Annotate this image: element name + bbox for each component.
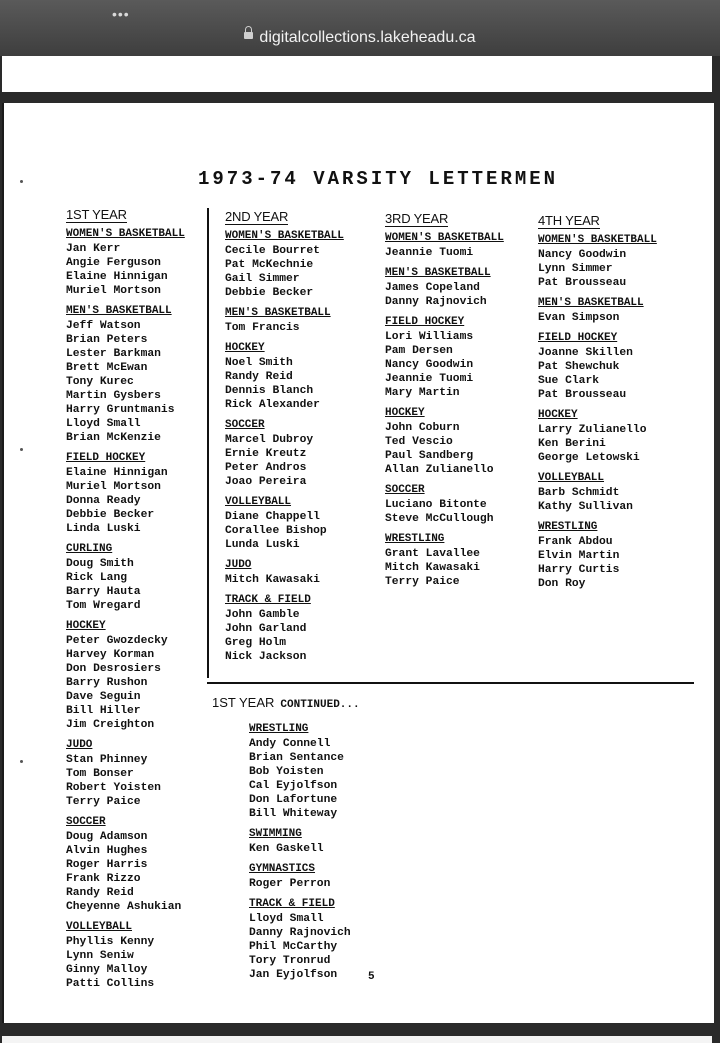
sport-section <box>225 495 375 552</box>
athlete-name: Alvin Hughes <box>66 845 148 857</box>
sport-heading: HOCKEY <box>538 409 578 421</box>
sport-section <box>249 897 419 982</box>
athlete-name: Ted Vescio <box>385 436 453 448</box>
athlete-name: Tory Tronrud <box>249 955 331 967</box>
athlete-name: Barry Hauta <box>66 586 141 598</box>
athlete-name: Muriel Mortson <box>66 285 161 297</box>
sport-heading: WOMEN'S BASKETBALL <box>538 234 657 246</box>
athlete-name: Lloyd Small <box>66 418 141 430</box>
sport-section <box>538 296 698 325</box>
sport-section <box>66 451 206 536</box>
column-4th-year <box>538 212 698 597</box>
athlete-name: Ernie Kreutz <box>225 448 307 460</box>
athlete-name: Brian McKenzie <box>66 432 161 444</box>
year-heading: 1ST YEAR <box>66 207 127 222</box>
document-title: 1973-74 VARSITY LETTERMEN <box>198 168 559 190</box>
sport-heading: WOMEN'S BASKETBALL <box>385 232 504 244</box>
sport-heading: WRESTLING <box>385 533 445 545</box>
athlete-name: Phyllis Kenny <box>66 936 155 948</box>
athlete-name: Randy Reid <box>66 887 134 899</box>
athlete-name: Grant Lavallee <box>385 548 480 560</box>
athlete-name: Rick Lang <box>66 572 128 584</box>
athlete-name: Mitch Kawasaki <box>225 574 320 586</box>
sport-section <box>385 406 535 477</box>
athlete-name: Joao Pereira <box>225 476 307 488</box>
athlete-name: Barry Rushon <box>66 677 148 689</box>
athlete-name: Muriel Mortson <box>66 481 161 493</box>
athlete-name: Don Lafortune <box>249 794 338 806</box>
athlete-name: Bill Hiller <box>66 705 141 717</box>
athlete-name: Brian Sentance <box>249 752 344 764</box>
sport-heading: MEN'S BASKETBALL <box>538 297 644 309</box>
athlete-name: Dennis Blanch <box>225 385 314 397</box>
sport-heading: FIELD HOCKEY <box>538 332 618 344</box>
continued-label: CONTINUED... <box>280 699 360 711</box>
athlete-name: Gail Simmer <box>225 273 300 285</box>
athlete-name: Rick Alexander <box>225 399 320 411</box>
athlete-name: Nancy Goodwin <box>385 359 474 371</box>
athlete-name: Danny Rajnovich <box>249 927 351 939</box>
sport-section <box>538 471 698 514</box>
sport-heading: TRACK & FIELD <box>225 594 311 606</box>
browser-top-bar <box>0 0 720 56</box>
sport-section <box>249 862 419 891</box>
athlete-name: Greg Holm <box>225 637 287 649</box>
sport-heading: TRACK & FIELD <box>249 898 335 910</box>
sport-section <box>249 827 419 856</box>
sport-section <box>385 266 535 309</box>
athlete-name: Debbie Becker <box>225 287 314 299</box>
athlete-name: Allan Zulianello <box>385 464 494 476</box>
continued-column <box>249 722 419 988</box>
athlete-name: Jeff Watson <box>66 320 141 332</box>
year-heading: 3RD YEAR <box>385 211 449 226</box>
address-bar[interactable] <box>0 29 720 47</box>
athlete-name: Pat Brousseau <box>538 277 627 289</box>
sport-section <box>66 738 206 809</box>
athlete-name: Roger Perron <box>249 878 331 890</box>
athlete-name: Martin Gysbers <box>66 390 161 402</box>
sport-heading: HOCKEY <box>66 620 106 632</box>
athlete-name: Nancy Goodwin <box>538 249 627 261</box>
sport-section <box>249 722 419 821</box>
sport-section <box>66 815 206 914</box>
browser-menu-dots[interactable]: ••• <box>112 6 130 22</box>
column-2nd-year <box>225 208 375 670</box>
sport-section <box>225 558 375 587</box>
athlete-name: Phil McCarthy <box>249 941 338 953</box>
athlete-name: Mary Martin <box>385 387 460 399</box>
athlete-name: Bob Yoisten <box>249 766 324 778</box>
athlete-name: Marcel Dubroy <box>225 434 314 446</box>
athlete-name: Don Desrosiers <box>66 663 161 675</box>
sport-section <box>385 315 535 400</box>
margin-mark <box>20 180 23 183</box>
sport-heading: MEN'S BASKETBALL <box>225 307 331 319</box>
athlete-name: Terry Paice <box>66 796 141 808</box>
sport-section <box>66 542 206 613</box>
athlete-name: John Gamble <box>225 609 300 621</box>
athlete-name: Cal Eyjolfson <box>249 780 338 792</box>
sport-section <box>385 532 535 589</box>
athlete-name: George Letowski <box>538 452 640 464</box>
sport-heading: HOCKEY <box>225 342 265 354</box>
sport-heading: SOCCER <box>66 816 106 828</box>
athlete-name: Stan Phinney <box>66 754 148 766</box>
athlete-name: Don Roy <box>538 578 586 590</box>
athlete-name: Peter Andros <box>225 462 307 474</box>
athlete-name: Frank Abdou <box>538 536 613 548</box>
athlete-name: Tom Francis <box>225 322 300 334</box>
sport-section <box>538 233 698 290</box>
athlete-name: Lunda Luski <box>225 539 300 551</box>
athlete-name: Pat McKechnie <box>225 259 314 271</box>
athlete-name: Jan Kerr <box>66 243 121 255</box>
athlete-name: Harvey Korman <box>66 649 155 661</box>
athlete-name: Luciano Bitonte <box>385 499 487 511</box>
sport-section <box>225 306 375 335</box>
athlete-name: Cecile Bourret <box>225 245 320 257</box>
athlete-name: Elaine Hinnigan <box>66 271 168 283</box>
athlete-name: Debbie Becker <box>66 509 155 521</box>
athlete-name: Danny Rajnovich <box>385 296 487 308</box>
sport-heading: WRESTLING <box>538 521 598 533</box>
athlete-name: Pat Shewchuk <box>538 361 620 373</box>
athlete-name: Robert Yoisten <box>66 782 161 794</box>
sport-section <box>66 304 206 445</box>
athlete-name: Noel Smith <box>225 357 293 369</box>
sport-section <box>66 920 206 991</box>
sport-heading: FIELD HOCKEY <box>385 316 465 328</box>
sport-section <box>225 593 375 664</box>
lock-icon <box>244 32 253 39</box>
sport-heading: JUDO <box>66 739 93 751</box>
section-divider-horizontal <box>207 682 694 684</box>
athlete-name: John Coburn <box>385 422 460 434</box>
athlete-name: Kathy Sullivan <box>538 501 633 513</box>
athlete-name: Larry Zulianello <box>538 424 647 436</box>
athlete-name: Frank Rizzo <box>66 873 141 885</box>
sport-heading: CURLING <box>66 543 113 555</box>
athlete-name: Elaine Hinnigan <box>66 467 168 479</box>
url-text: digitalcollections.lakeheadu.ca <box>259 29 476 46</box>
sport-heading: SWIMMING <box>249 828 302 840</box>
sport-section <box>225 341 375 412</box>
column-1st-year <box>66 206 206 997</box>
sport-section <box>385 231 535 260</box>
athlete-name: Ginny Malloy <box>66 964 148 976</box>
athlete-name: Lloyd Small <box>249 913 324 925</box>
athlete-name: Angie Ferguson <box>66 257 161 269</box>
athlete-name: Brett McEwan <box>66 362 148 374</box>
athlete-name: Dave Seguin <box>66 691 141 703</box>
athlete-name: Corallee Bishop <box>225 525 327 537</box>
athlete-name: Ken Gaskell <box>249 843 324 855</box>
athlete-name: Bill Whiteway <box>249 808 338 820</box>
page-top-strip <box>2 56 712 92</box>
margin-mark <box>20 760 23 763</box>
sport-heading: FIELD HOCKEY <box>66 452 146 464</box>
sport-section <box>538 331 698 402</box>
sport-heading: MEN'S BASKETBALL <box>66 305 172 317</box>
athlete-name: Harry Gruntmanis <box>66 404 175 416</box>
athlete-name: Donna Ready <box>66 495 141 507</box>
page-bottom-strip <box>2 1036 712 1043</box>
athlete-name: Paul Sandberg <box>385 450 474 462</box>
athlete-name: Randy Reid <box>225 371 293 383</box>
sport-heading: VOLLEYBALL <box>538 472 605 484</box>
athlete-name: Evan Simpson <box>538 312 620 324</box>
athlete-name: Harry Curtis <box>538 564 620 576</box>
column-3rd-year <box>385 210 535 595</box>
athlete-name: Lynn Seniw <box>66 950 134 962</box>
sport-section <box>225 418 375 489</box>
sport-section <box>66 227 206 298</box>
sport-heading: WOMEN'S BASKETBALL <box>225 230 344 242</box>
athlete-name: Tom Wregard <box>66 600 141 612</box>
athlete-name: Steve McCullough <box>385 513 494 525</box>
athlete-name: Nick Jackson <box>225 651 307 663</box>
athlete-name: Terry Paice <box>385 576 460 588</box>
athlete-name: Lester Barkman <box>66 348 161 360</box>
sport-heading: HOCKEY <box>385 407 425 419</box>
sport-section <box>225 229 375 300</box>
sport-heading: WOMEN'S BASKETBALL <box>66 228 185 240</box>
athlete-name: Barb Schmidt <box>538 487 620 499</box>
athlete-name: Peter Gwozdecky <box>66 635 168 647</box>
athlete-name: Lynn Simmer <box>538 263 613 275</box>
sport-heading: SOCCER <box>385 484 425 496</box>
sport-section <box>385 483 535 526</box>
athlete-name: Tom Bonser <box>66 768 134 780</box>
athlete-name: Pam Dersen <box>385 345 453 357</box>
athlete-name: Jeannie Tuomi <box>385 247 474 259</box>
sport-section <box>538 520 698 591</box>
year-heading: 2ND YEAR <box>225 209 289 224</box>
athlete-name: Pat Brousseau <box>538 389 627 401</box>
column-divider-vertical <box>207 208 209 678</box>
sport-heading: SOCCER <box>225 419 265 431</box>
athlete-name: Lori Williams <box>385 331 474 343</box>
athlete-name: Brian Peters <box>66 334 148 346</box>
athlete-name: Patti Collins <box>66 978 155 990</box>
athlete-name: Andy Connell <box>249 738 331 750</box>
athlete-name: Jeannie Tuomi <box>385 373 474 385</box>
athlete-name: Diane Chappell <box>225 511 320 523</box>
sport-heading: VOLLEYBALL <box>225 496 292 508</box>
continued-heading <box>212 694 360 712</box>
continued-year-label: 1ST YEAR <box>212 695 275 710</box>
sport-heading: GYMNASTICS <box>249 863 316 875</box>
sport-heading: VOLLEYBALL <box>66 921 133 933</box>
athlete-name: Jan Eyjolfson <box>249 969 338 981</box>
athlete-name: Linda Luski <box>66 523 141 535</box>
sport-section <box>66 619 206 732</box>
athlete-name: Roger Harris <box>66 859 148 871</box>
sport-heading: WRESTLING <box>249 723 309 735</box>
sport-heading: MEN'S BASKETBALL <box>385 267 491 279</box>
athlete-name: James Copeland <box>385 282 480 294</box>
athlete-name: Sue Clark <box>538 375 600 387</box>
athlete-name: Cheyenne Ashukian <box>66 901 182 913</box>
athlete-name: Mitch Kawasaki <box>385 562 480 574</box>
sport-section <box>538 408 698 465</box>
athlete-name: Joanne Skillen <box>538 347 633 359</box>
athlete-name: Jim Creighton <box>66 719 155 731</box>
sport-heading: JUDO <box>225 559 252 571</box>
athlete-name: Ken Berini <box>538 438 606 450</box>
margin-mark <box>20 448 23 451</box>
page-number: 5 <box>368 971 375 983</box>
athlete-name: Doug Adamson <box>66 831 148 843</box>
year-heading: 4TH YEAR <box>538 213 600 228</box>
athlete-name: Tony Kurec <box>66 376 134 388</box>
athlete-name: Doug Smith <box>66 558 134 570</box>
athlete-name: John Garland <box>225 623 307 635</box>
athlete-name: Elvin Martin <box>538 550 620 562</box>
